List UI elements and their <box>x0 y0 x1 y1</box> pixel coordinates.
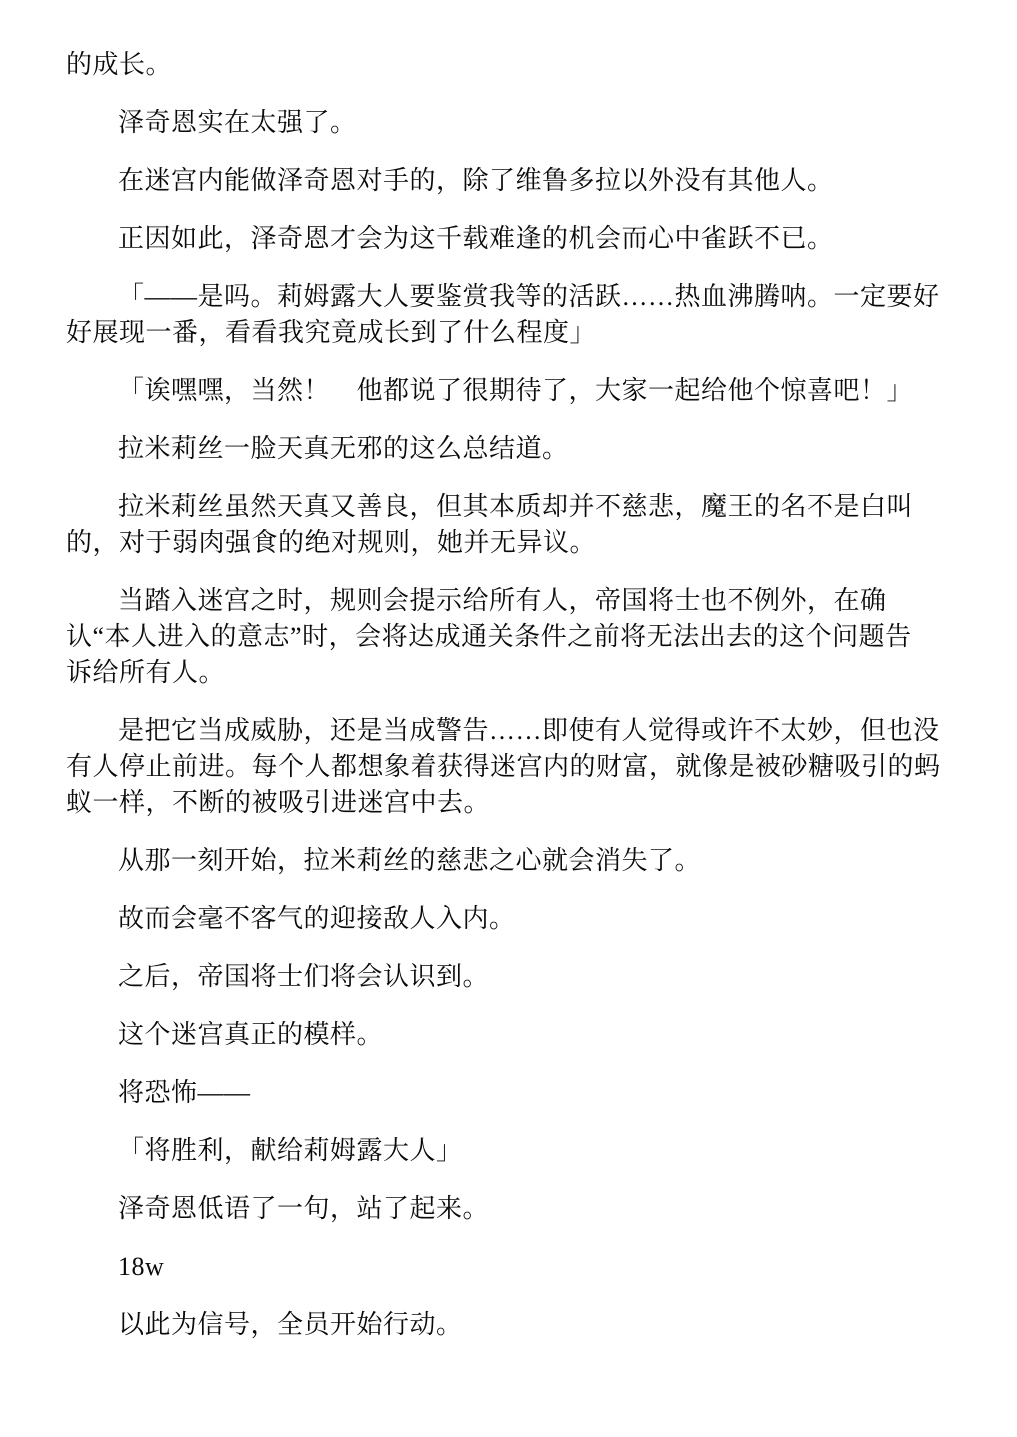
text-line: 这个迷宫真正的模样。 <box>118 1020 384 1049</box>
paragraph <box>66 1249 937 1285</box>
text-line: 认“本人进入的意志”时，会将达成通关条件之前将无法出去的这个问题告 <box>66 622 912 651</box>
text-line: 的成长。 <box>66 50 173 79</box>
text-line: 泽奇恩低语了一句，站了起来。 <box>118 1194 490 1223</box>
text-line: 18w <box>118 1252 165 1281</box>
text-line: 从那一刻开始，拉米莉丝的慈悲之心就会消失了。 <box>118 846 702 875</box>
text-line: 「将胜利，献给莉姆露大人」 <box>118 1136 463 1165</box>
paragraph <box>66 373 937 409</box>
paragraph <box>66 1191 937 1227</box>
paragraph <box>66 713 941 821</box>
paragraph <box>66 279 940 351</box>
text-line: 将恐怖—— <box>118 1078 251 1107</box>
text-line: 泽奇恩实在太强了。 <box>118 108 357 137</box>
text-line: 在迷宫内能做泽奇恩对手的，除了维鲁多拉以外没有其他人。 <box>118 166 834 195</box>
paragraph <box>66 959 937 995</box>
text-line: 之后，帝国将士们将会认识到。 <box>118 962 490 991</box>
text-line: 蚁一样，不断的被吸引进迷宫中去。 <box>66 788 491 817</box>
paragraph <box>66 221 937 257</box>
paragraph <box>66 105 937 141</box>
text-line: 诉给所有人。 <box>66 658 226 687</box>
text-line: 拉米莉丝虽然天真又善良，但其本质却并不慈悲，魔王的名不是白叫 <box>118 492 914 521</box>
paragraph <box>66 1075 937 1111</box>
paragraph <box>66 843 937 879</box>
text-line: 好展现一番，看看我究竟成长到了什么程度」 <box>66 318 597 347</box>
text-line: 拉米莉丝一脸天真无邪的这么总结道。 <box>118 434 569 463</box>
text-line: 正因如此，泽奇恩才会为这千载难逢的机会而心中雀跃不已。 <box>118 224 834 253</box>
paragraph <box>66 489 937 561</box>
text-line: 「——是吗。莉姆露大人要鉴赏我等的活跃……热血沸腾呐。一定要好 <box>118 282 940 311</box>
text-line: 「诶嘿嘿，当然！ 他都说了很期待了，大家一起给他个惊喜吧！」 <box>118 376 914 405</box>
text-line: 的，对于弱肉强食的绝对规则，她并无异议。 <box>66 528 597 557</box>
paragraph <box>66 583 937 691</box>
paragraph <box>66 1017 937 1053</box>
paragraph <box>66 47 937 83</box>
paragraph <box>66 1133 937 1169</box>
text-line: 有人停止前进。每个人都想象着获得迷宫内的财富，就像是被砂糖吸引的蚂 <box>66 752 941 781</box>
paragraph <box>66 163 937 199</box>
text-line: 以此为信号，全员开始行动。 <box>118 1310 463 1339</box>
text-line: 是把它当成威胁，还是当成警告……即使有人觉得或许不太妙，但也没 <box>118 716 940 745</box>
text-line: 故而会毫不客气的迎接敌人入内。 <box>118 904 516 933</box>
paragraph <box>66 901 937 937</box>
paragraph <box>66 431 937 467</box>
text-line: 当踏入迷宫之时，规则会提示给所有人，帝国将士也不例外，在确 <box>118 586 887 615</box>
paragraph <box>66 1307 937 1343</box>
